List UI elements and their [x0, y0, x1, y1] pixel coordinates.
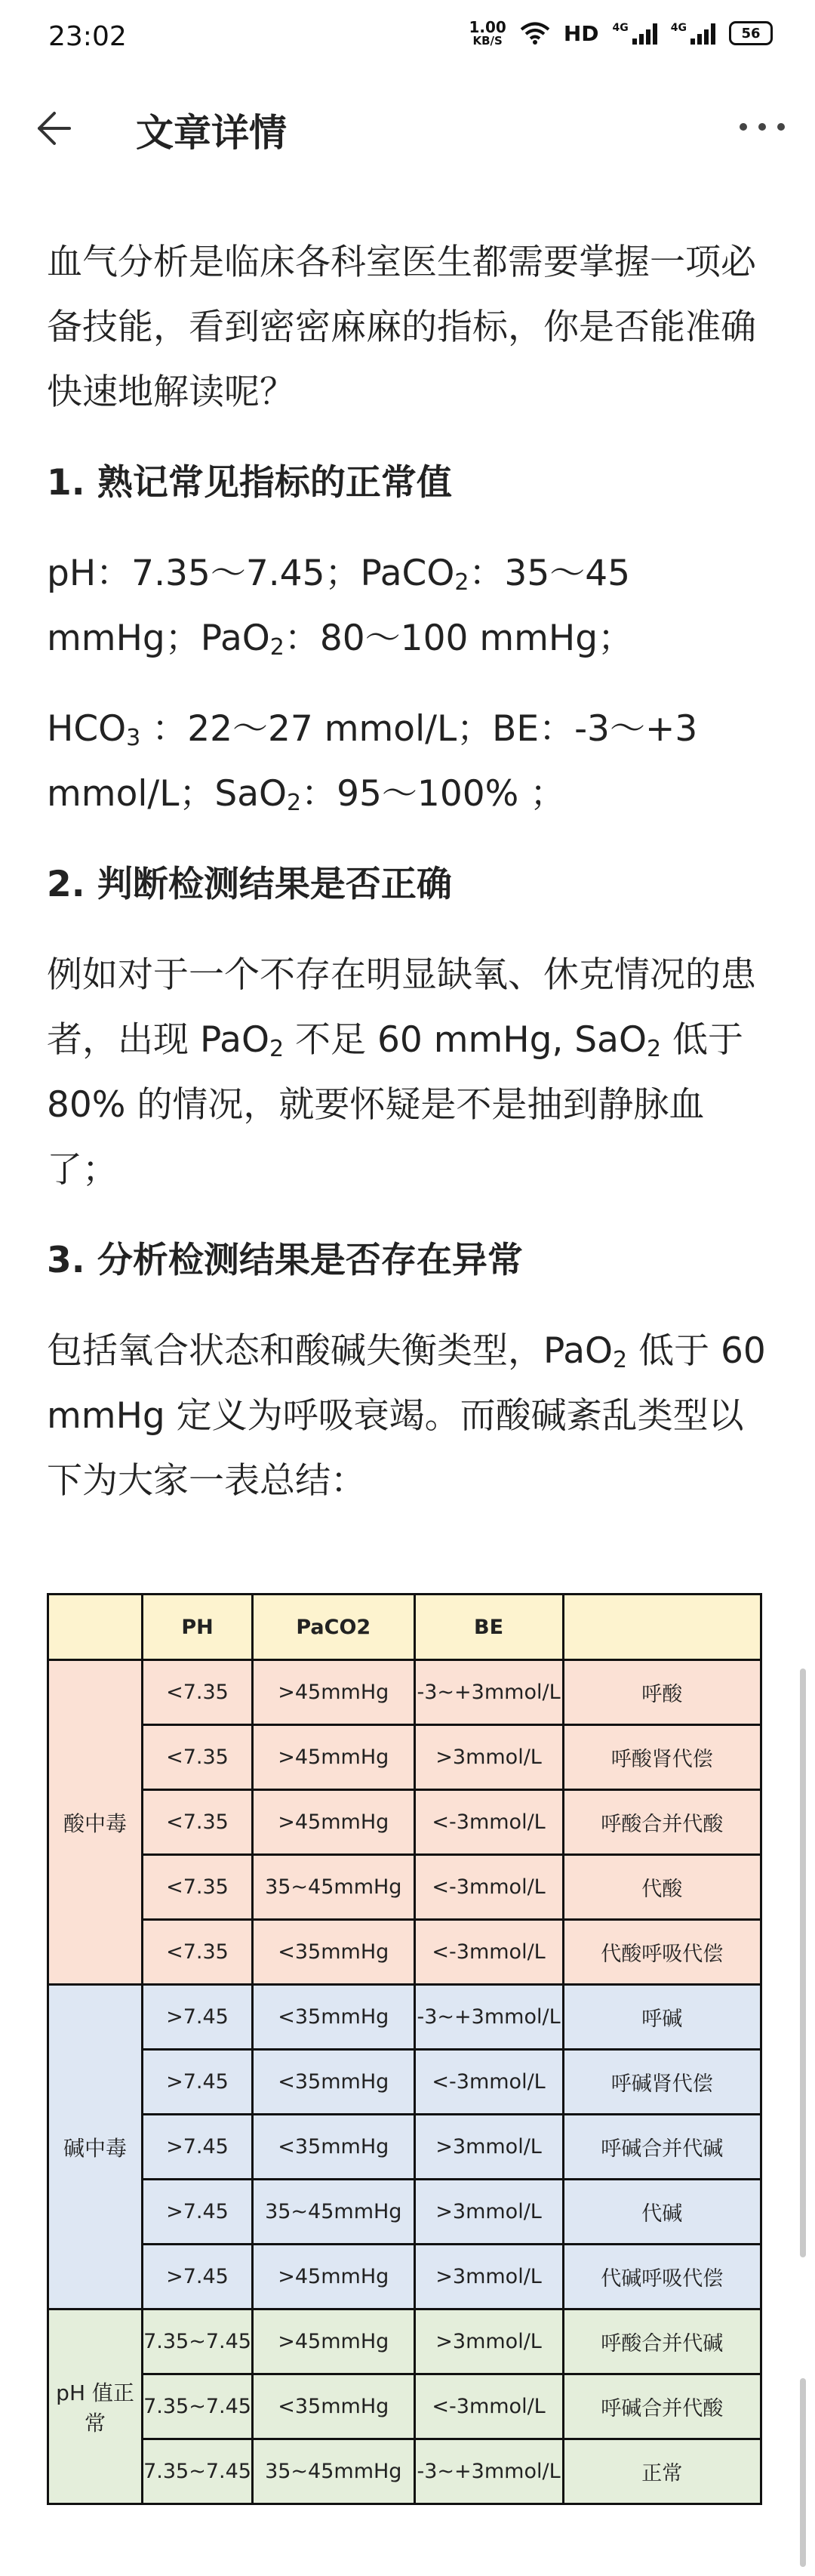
table-cell: 呼酸合并代碱: [563, 2309, 761, 2374]
table-row: [48, 2245, 761, 2309]
table-cell: <-3mmol/L: [414, 2050, 563, 2115]
acid-base-table-grid: [47, 1593, 762, 2505]
table-cell: 35~45mmHg: [252, 2439, 414, 2504]
section-heading-1: 1. 熟记常见指标的正常值: [47, 462, 452, 504]
table-row: [48, 1660, 761, 1725]
table-cell: <-3mmol/L: [414, 1920, 563, 1985]
normal-values-2: $HCO_3$ ：22～27 mmol/L；BE：-3～+3 mmol/L；SaO$_2$：95～100% ；: [47, 708, 698, 816]
table-cell: <7.35: [143, 1790, 253, 1855]
table-cell: 代碱呼吸代偿: [563, 2245, 761, 2309]
table-header-cell: [563, 1595, 761, 1660]
table-cell: 代碱: [563, 2180, 761, 2245]
table-cell: 呼碱合并代酸: [563, 2374, 761, 2439]
status-icons: [469, 20, 773, 47]
table-cell: >45mmHg: [252, 1660, 414, 1725]
table-cell: >45mmHg: [252, 1725, 414, 1790]
table-cell: <35mmHg: [252, 2050, 414, 2115]
group-label: pH 值正常: [48, 2309, 143, 2504]
acid-base-table: [47, 1593, 762, 2505]
table-header-row: [48, 1595, 761, 1660]
status-time: 23:02: [48, 21, 127, 52]
table-cell: 35~45mmHg: [252, 2180, 414, 2245]
paragraph-3: 包括氧合状态和酸碱失衡类型，PaO$_2$ 低于 60 mmHg 定义为呼吸衰竭。而酸碱紊乱类型以下为大家一表总结：: [47, 1330, 766, 1502]
table-cell: 7.35~7.45: [143, 2309, 253, 2374]
section-heading-3: 3. 分析检测结果是否存在异常: [47, 1240, 523, 1281]
paragraph-2: 例如对于一个不存在明显缺氧、休克情况的患者，出现 PaO$_2$ 不足 60 mmHg, SaO$_2$ 低于 80% 的情况，就要怀疑是不是抽到静脉血了；: [47, 954, 756, 1191]
table-header-cell: BE: [414, 1595, 563, 1660]
table-cell: 代酸呼吸代偿: [563, 1920, 761, 1985]
table-row: [48, 2309, 761, 2374]
network-speed: 1.00 KB/S: [469, 18, 506, 48]
wifi-icon: [520, 21, 550, 45]
table-cell: -3~+3mmol/L: [414, 2439, 563, 2504]
table-row: [48, 1985, 761, 2050]
table-cell: >3mmol/L: [414, 2180, 563, 2245]
article-body: [47, 230, 771, 1539]
table-cell: <7.35: [143, 1660, 253, 1725]
table-cell: -3~+3mmol/L: [414, 1985, 563, 2050]
hd-indicator: HD: [563, 20, 599, 46]
group-label: 碱中毒: [48, 1985, 143, 2309]
more-icon[interactable]: [740, 119, 785, 134]
app-header: [0, 75, 815, 181]
table-cell: >45mmHg: [252, 1790, 414, 1855]
table-cell: >3mmol/L: [414, 2245, 563, 2309]
table-cell: 呼酸合并代酸: [563, 1790, 761, 1855]
group-label: 酸中毒: [48, 1660, 143, 1985]
table-cell: 呼碱: [563, 1985, 761, 2050]
table-cell: <-3mmol/L: [414, 1790, 563, 1855]
table-row: [48, 1725, 761, 1790]
page-title: 文章详情: [136, 111, 287, 155]
signal-icon: 4G: [671, 22, 715, 45]
article-intro: 血气分析是临床各科室医生都需要掌握一项必备技能，看到密密麻麻的指标，你是否能准确快速地解读呢？: [47, 242, 756, 413]
table-cell: <7.35: [143, 1725, 253, 1790]
table-row: [48, 2374, 761, 2439]
table-cell: 呼酸肾代偿: [563, 1725, 761, 1790]
status-bar: [0, 0, 815, 75]
table-header-cell: [48, 1595, 143, 1660]
table-cell: >7.45: [143, 2050, 253, 2115]
table-cell: 呼碱肾代偿: [563, 2050, 761, 2115]
table-row: [48, 2115, 761, 2180]
table-cell: <7.35: [143, 1855, 253, 1920]
table-cell: 7.35~7.45: [143, 2439, 253, 2504]
table-cell: <35mmHg: [252, 1920, 414, 1985]
table-cell: >7.45: [143, 2245, 253, 2309]
table-cell: >3mmol/L: [414, 1725, 563, 1790]
table-cell: >45mmHg: [252, 2309, 414, 2374]
table-row: [48, 1920, 761, 1985]
table-cell: <7.35: [143, 1920, 253, 1985]
table-cell: 正常: [563, 2439, 761, 2504]
table-cell: >3mmol/L: [414, 2115, 563, 2180]
table-row: [48, 1855, 761, 1920]
table-cell: <35mmHg: [252, 1985, 414, 2050]
table-cell: 7.35~7.45: [143, 2374, 253, 2439]
table-cell: 呼酸: [563, 1660, 761, 1725]
table-cell: >7.45: [143, 2115, 253, 2180]
table-cell: <35mmHg: [252, 2374, 414, 2439]
table-cell: <35mmHg: [252, 2115, 414, 2180]
table-cell: >7.45: [143, 2180, 253, 2245]
back-arrow-icon[interactable]: [29, 106, 74, 151]
section-heading-2: 2. 判断检测结果是否正确: [47, 864, 452, 905]
scrollbar[interactable]: [800, 1669, 806, 2257]
table-row: [48, 1790, 761, 1855]
normal-values-1: pH：7.35～7.45；PaCO$_2$：35～45 mmHg；PaO$_2$：80～100 mmHg；: [47, 553, 634, 661]
table-cell: 呼碱合并代碱: [563, 2115, 761, 2180]
table-cell: 35~45mmHg: [252, 1855, 414, 1920]
scrollbar[interactable]: [800, 2378, 806, 2567]
battery-icon: 56: [729, 21, 773, 45]
table-cell: >7.45: [143, 1985, 253, 2050]
table-cell: <-3mmol/L: [414, 1855, 563, 1920]
table-row: [48, 2180, 761, 2245]
table-cell: <-3mmol/L: [414, 2374, 563, 2439]
table-cell: >45mmHg: [252, 2245, 414, 2309]
table-row: [48, 2050, 761, 2115]
table-header-cell: PH: [143, 1595, 253, 1660]
table-cell: >3mmol/L: [414, 2309, 563, 2374]
signal-icon: 4G: [613, 22, 657, 45]
table-header-cell: PaCO2: [252, 1595, 414, 1660]
table-row: [48, 2439, 761, 2504]
table-cell: 代酸: [563, 1855, 761, 1920]
table-cell: -3~+3mmol/L: [414, 1660, 563, 1725]
